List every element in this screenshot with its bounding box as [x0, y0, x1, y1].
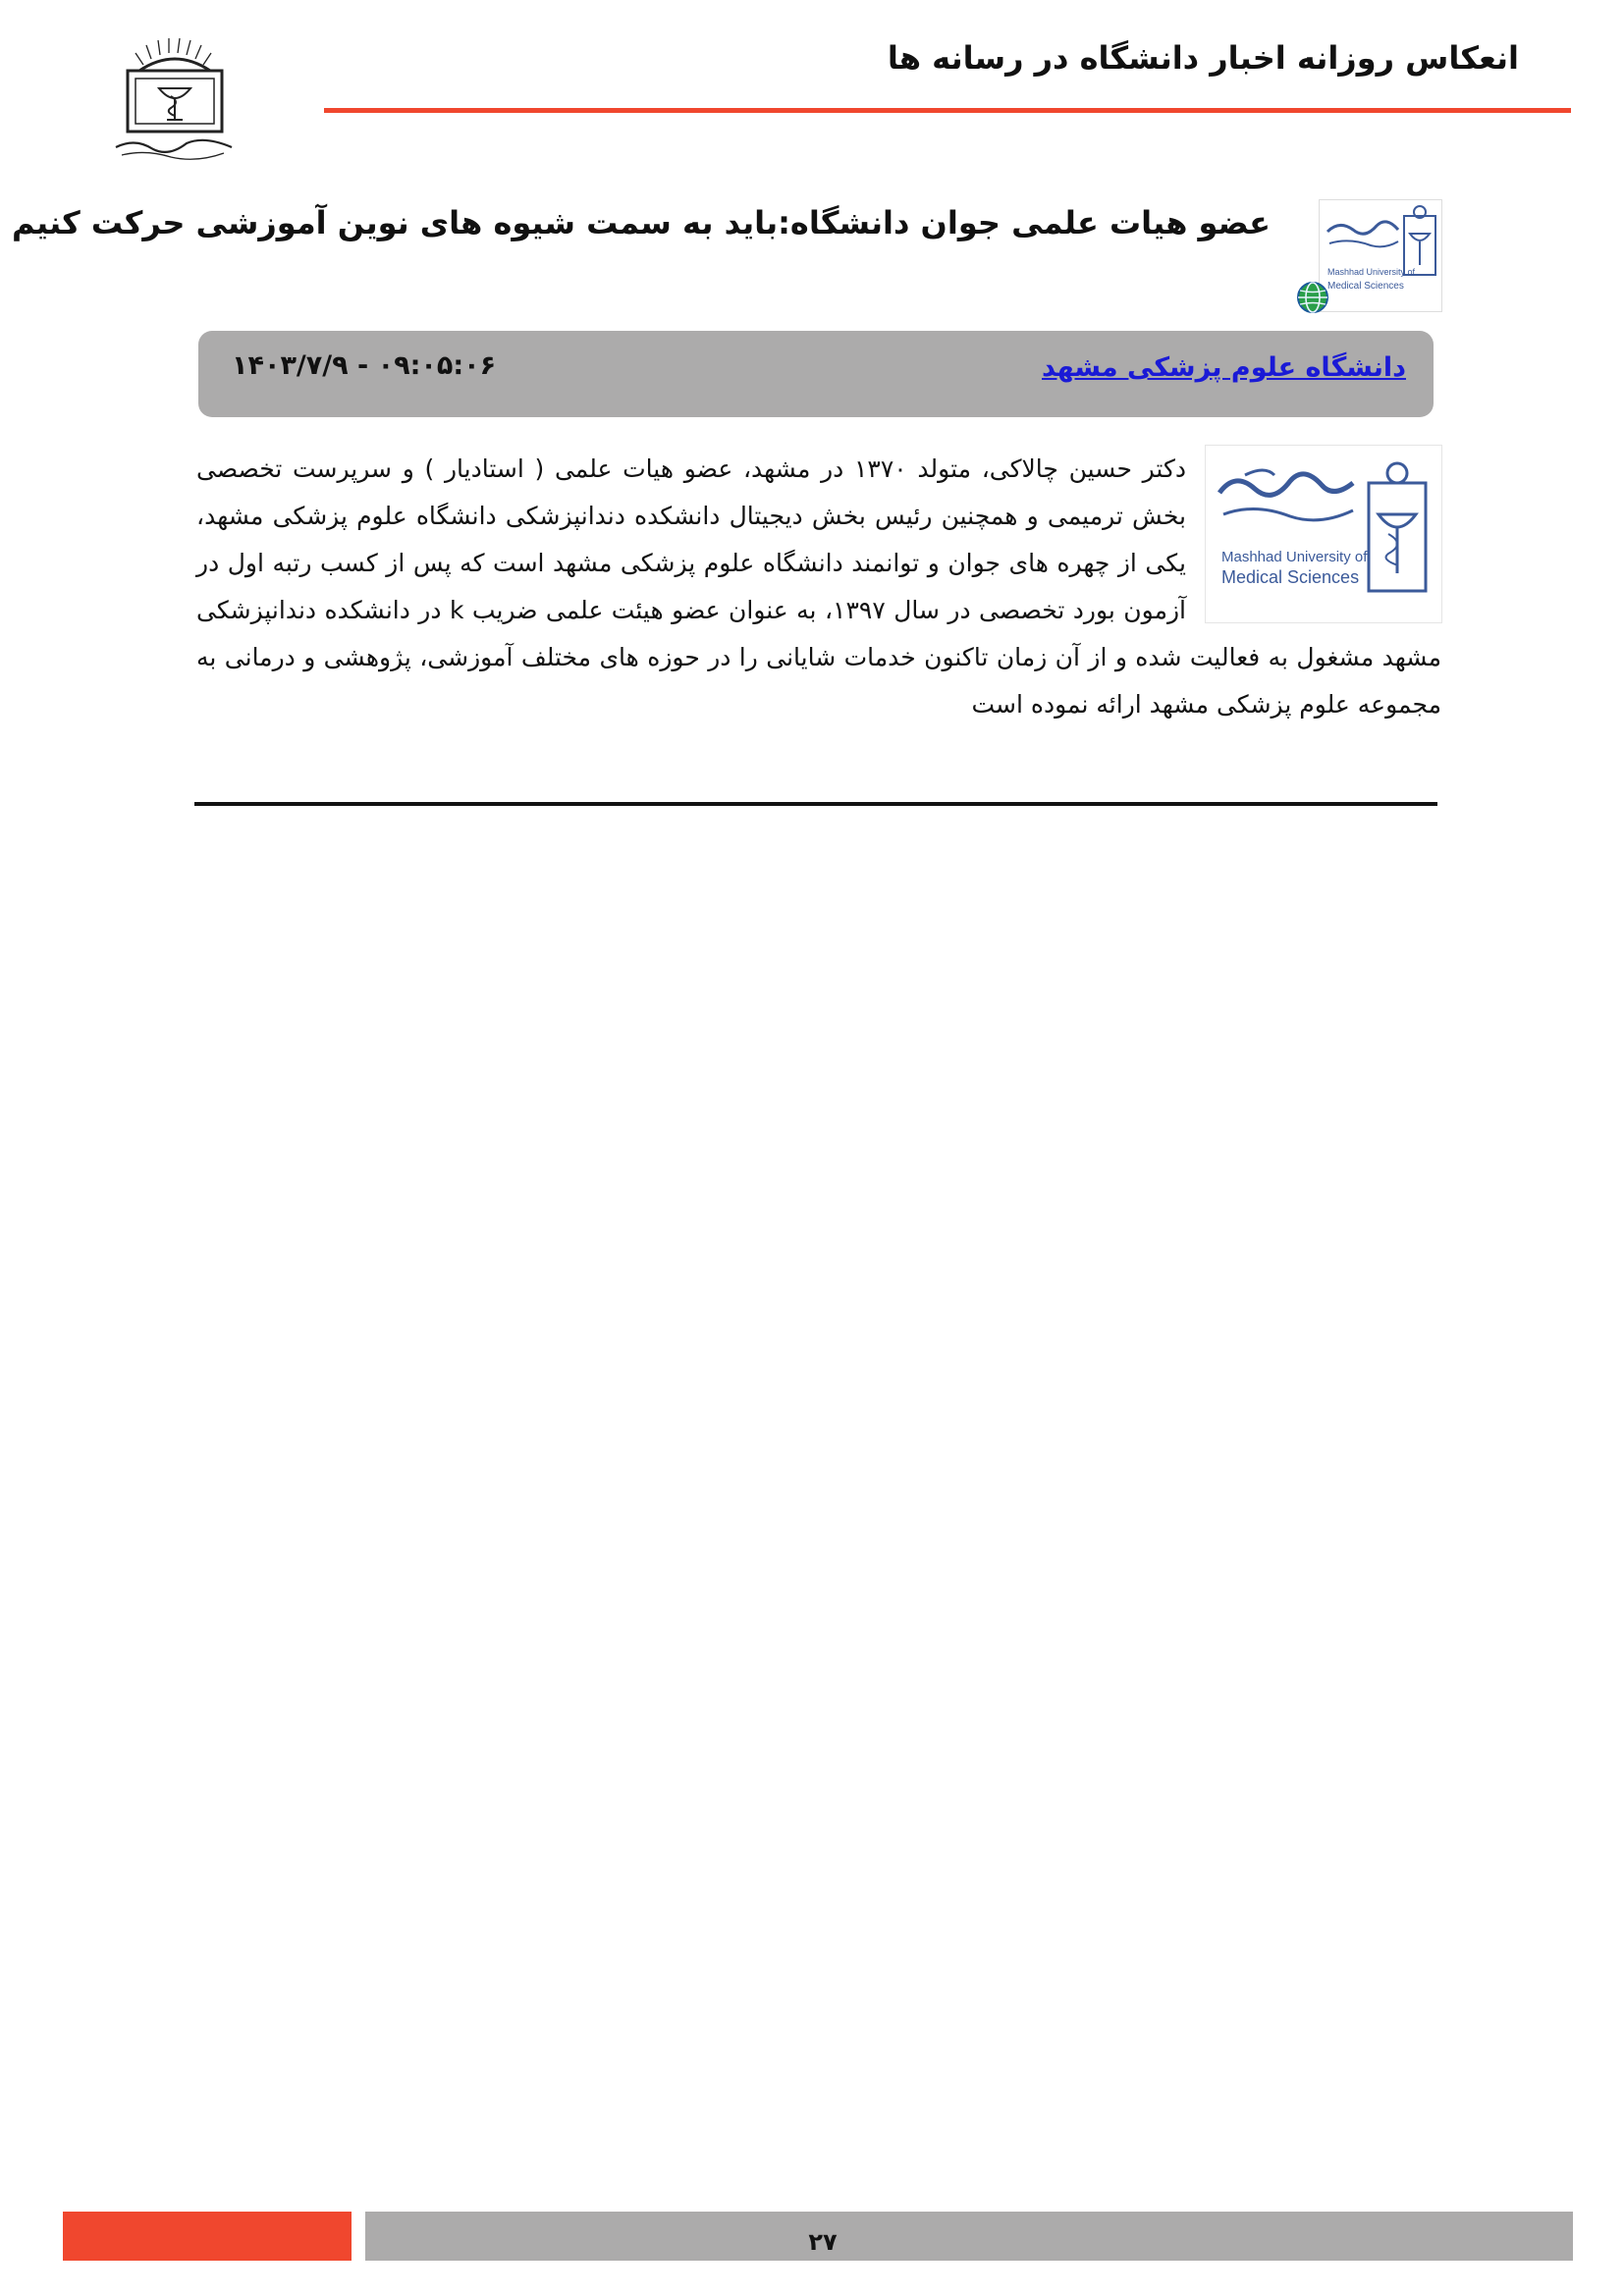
- article-body-container: [196, 446, 1441, 728]
- university-logo: [106, 27, 244, 165]
- source-link[interactable]: دانشگاه علوم پزشکی مشهد: [1042, 352, 1406, 383]
- header-title: انعکاس روزانه اخبار دانشگاه در رسانه ها: [887, 39, 1519, 77]
- image-spacer: [1186, 446, 1441, 632]
- image-en-line1: Mashhad University of: [1221, 549, 1368, 565]
- globe-icon[interactable]: [1296, 281, 1329, 314]
- header-rule: [324, 108, 1571, 113]
- news-title: عضو هیات علمی جوان دانشگاه:باید به سمت شیوه های نوین آموزشی حرکت کنیم: [11, 204, 1271, 241]
- logo-arch: [139, 59, 210, 71]
- logo-sunburst: [135, 38, 211, 65]
- logo-cup: [159, 88, 190, 120]
- thumb-en-line1: Mashhad University of: [1327, 267, 1416, 277]
- thumb-en-line2: Medical Sciences: [1327, 281, 1404, 292]
- image-en-line2: Medical Sciences: [1221, 567, 1360, 587]
- publish-datetime: ۱۴۰۳/۷/۹ - ۰۹:۰۵:۰۶: [232, 350, 497, 381]
- logo-signature: [116, 140, 232, 152]
- news-meta-bar: [198, 331, 1434, 417]
- footer-red-bar: [63, 2212, 352, 2261]
- article-body-text: دکتر حسین چالاکی، متولد ۱۳۷۰ در مشهد، عضو هیات علمی ( استادیار ) و سرپرست تخصصی بخش ترمیمی و همچنین رئیس بخش دیجیتال دانشکده دندانپزشکی دانشگاه علوم پزشکی مشهد، یکی از چهره های جوان و توانمند دانشگاه علوم پزشکی مشهد است که پس از کسب رتبه اول در آزمون بورد تخصصی در سال ۱۳۹۷، به عنوان عضو هیئت علمی ضریب k در دانشکده دندانپزشکی مشهد مشغول به فعالیت شده و از آن زمان تاکنون خدمات شایانی را در حوزه های مختلف آموزشی، پژوهشی و درمانی به مجموعه علوم پزشکی مشهد ارائه نموده است: [196, 454, 1441, 719]
- footer-gray-bar: [365, 2212, 1573, 2261]
- source-thumbnail: [1319, 199, 1442, 312]
- page-number: ۲۷: [808, 2228, 838, 2256]
- article-end-rule: [194, 802, 1437, 806]
